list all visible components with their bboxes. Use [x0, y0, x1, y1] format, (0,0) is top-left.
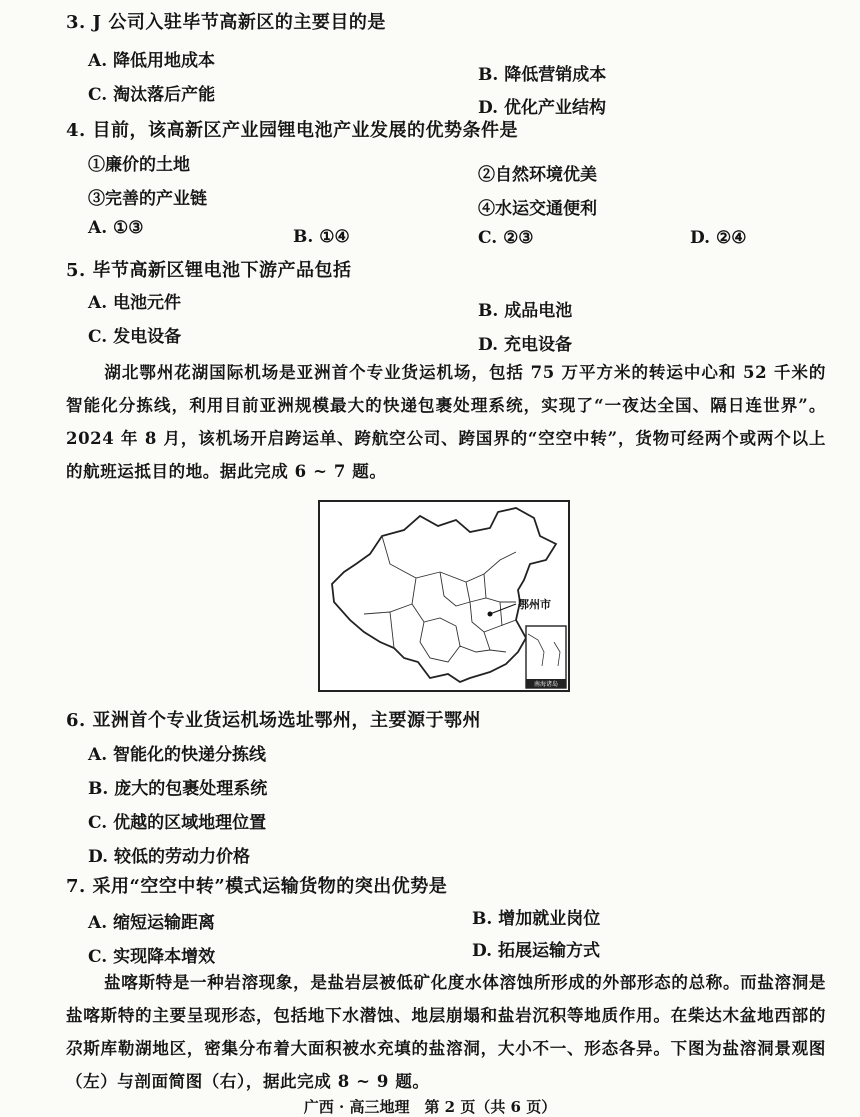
question-7-option-a: A. 缩短运输距离 — [88, 913, 216, 933]
question-4-option-c: C. ②③ — [478, 228, 534, 248]
question-4-statement-3: ③完善的产业链 — [88, 189, 207, 209]
passage-airport-text: 湖北鄂州花湖国际机场是亚洲首个专业货运机场，包括 75 万平方米的转运中心和 52 千米的智能化分拣线，利用目前亚洲规模最大的快递包裹处理系统，实现了“一夜达全国、隔日连世界”。2024 年 8 月，该机场开启跨运单、跨航空公司、跨国界的“空空中转”，货物可经两个或两个以上的航班运抵目的地。据此完成 6 ~ 7 题。 — [66, 363, 826, 481]
question-4-option-a: A. ①③ — [88, 218, 144, 238]
question-7-option-c: C. 实现降本增效 — [88, 947, 216, 967]
china-map-figure — [318, 500, 570, 692]
question-3-option-a: A. 降低用地成本 — [88, 51, 216, 71]
question-4-option-d: D. ②④ — [690, 228, 747, 248]
question-4-option-b: B. ①④ — [293, 227, 350, 247]
question-4-stem: 4. 目前，该高新区产业园锂电池产业发展的优势条件是 — [66, 120, 519, 141]
question-3-option-b: B. 降低营销成本 — [478, 65, 607, 85]
question-3-option-c: C. 淘汰落后产能 — [88, 85, 216, 105]
question-5-stem: 5. 毕节高新区锂电池下游产品包括 — [66, 260, 352, 281]
passage-salt-karst-text: 盐喀斯特是一种岩溶现象，是盐岩层被低矿化度水体溶蚀所形成的外部形态的总称。而盐溶洞是盐喀斯特的主要呈现形态，包括地下水潜蚀、地层崩塌和盐岩沉积等地质作用。在柴达木盆地西部的尕斯库勒湖地区，密集分布着大面积被水充填的盐溶洞，大小不一、形态各异。下图为盐溶洞景观图（左）与剖面简图（右），据此完成 8 ~ 9 题。 — [66, 973, 826, 1091]
question-5-option-a: A. 电池元件 — [88, 293, 182, 313]
question-7-stem: 7. 采用“空空中转”模式运输货物的突出优势是 — [66, 876, 448, 897]
ezhou-label: 鄂州市 — [518, 598, 551, 611]
question-7-option-b: B. 增加就业岗位 — [472, 909, 601, 929]
question-3-option-d: D. 优化产业结构 — [478, 98, 606, 118]
passage-airport — [66, 356, 826, 488]
question-4-statement-1: ①廉价的土地 — [88, 155, 190, 175]
china-map-drawing — [320, 502, 568, 690]
question-3-stem: 3. J 公司入驻毕节高新区的主要目的是 — [66, 12, 386, 33]
question-5-option-d: D. 充电设备 — [478, 335, 572, 355]
question-6-stem: 6. 亚洲首个专业货运机场选址鄂州，主要源于鄂州 — [66, 710, 482, 731]
question-4-statement-4: ④水运交通便利 — [478, 199, 597, 219]
south-china-sea-inset — [526, 626, 566, 688]
question-6-option-c: C. 优越的区域地理位置 — [88, 813, 267, 833]
question-5-option-b: B. 成品电池 — [478, 301, 573, 321]
inset-caption: 南海诸岛 — [533, 681, 559, 688]
question-6-option-d: D. 较低的劳动力价格 — [88, 847, 250, 867]
question-6-option-a: A. 智能化的快递分拣线 — [88, 745, 267, 765]
page-footer: 广西 · 高三地理 第 2 页（共 6 页） — [303, 1098, 557, 1116]
question-4-statement-2: ②自然环境优美 — [478, 165, 597, 185]
question-6-option-b: B. 庞大的包裹处理系统 — [88, 779, 268, 799]
passage-salt-karst — [66, 966, 826, 1098]
question-7-option-d: D. 拓展运输方式 — [472, 941, 600, 961]
question-5-option-c: C. 发电设备 — [88, 327, 182, 347]
